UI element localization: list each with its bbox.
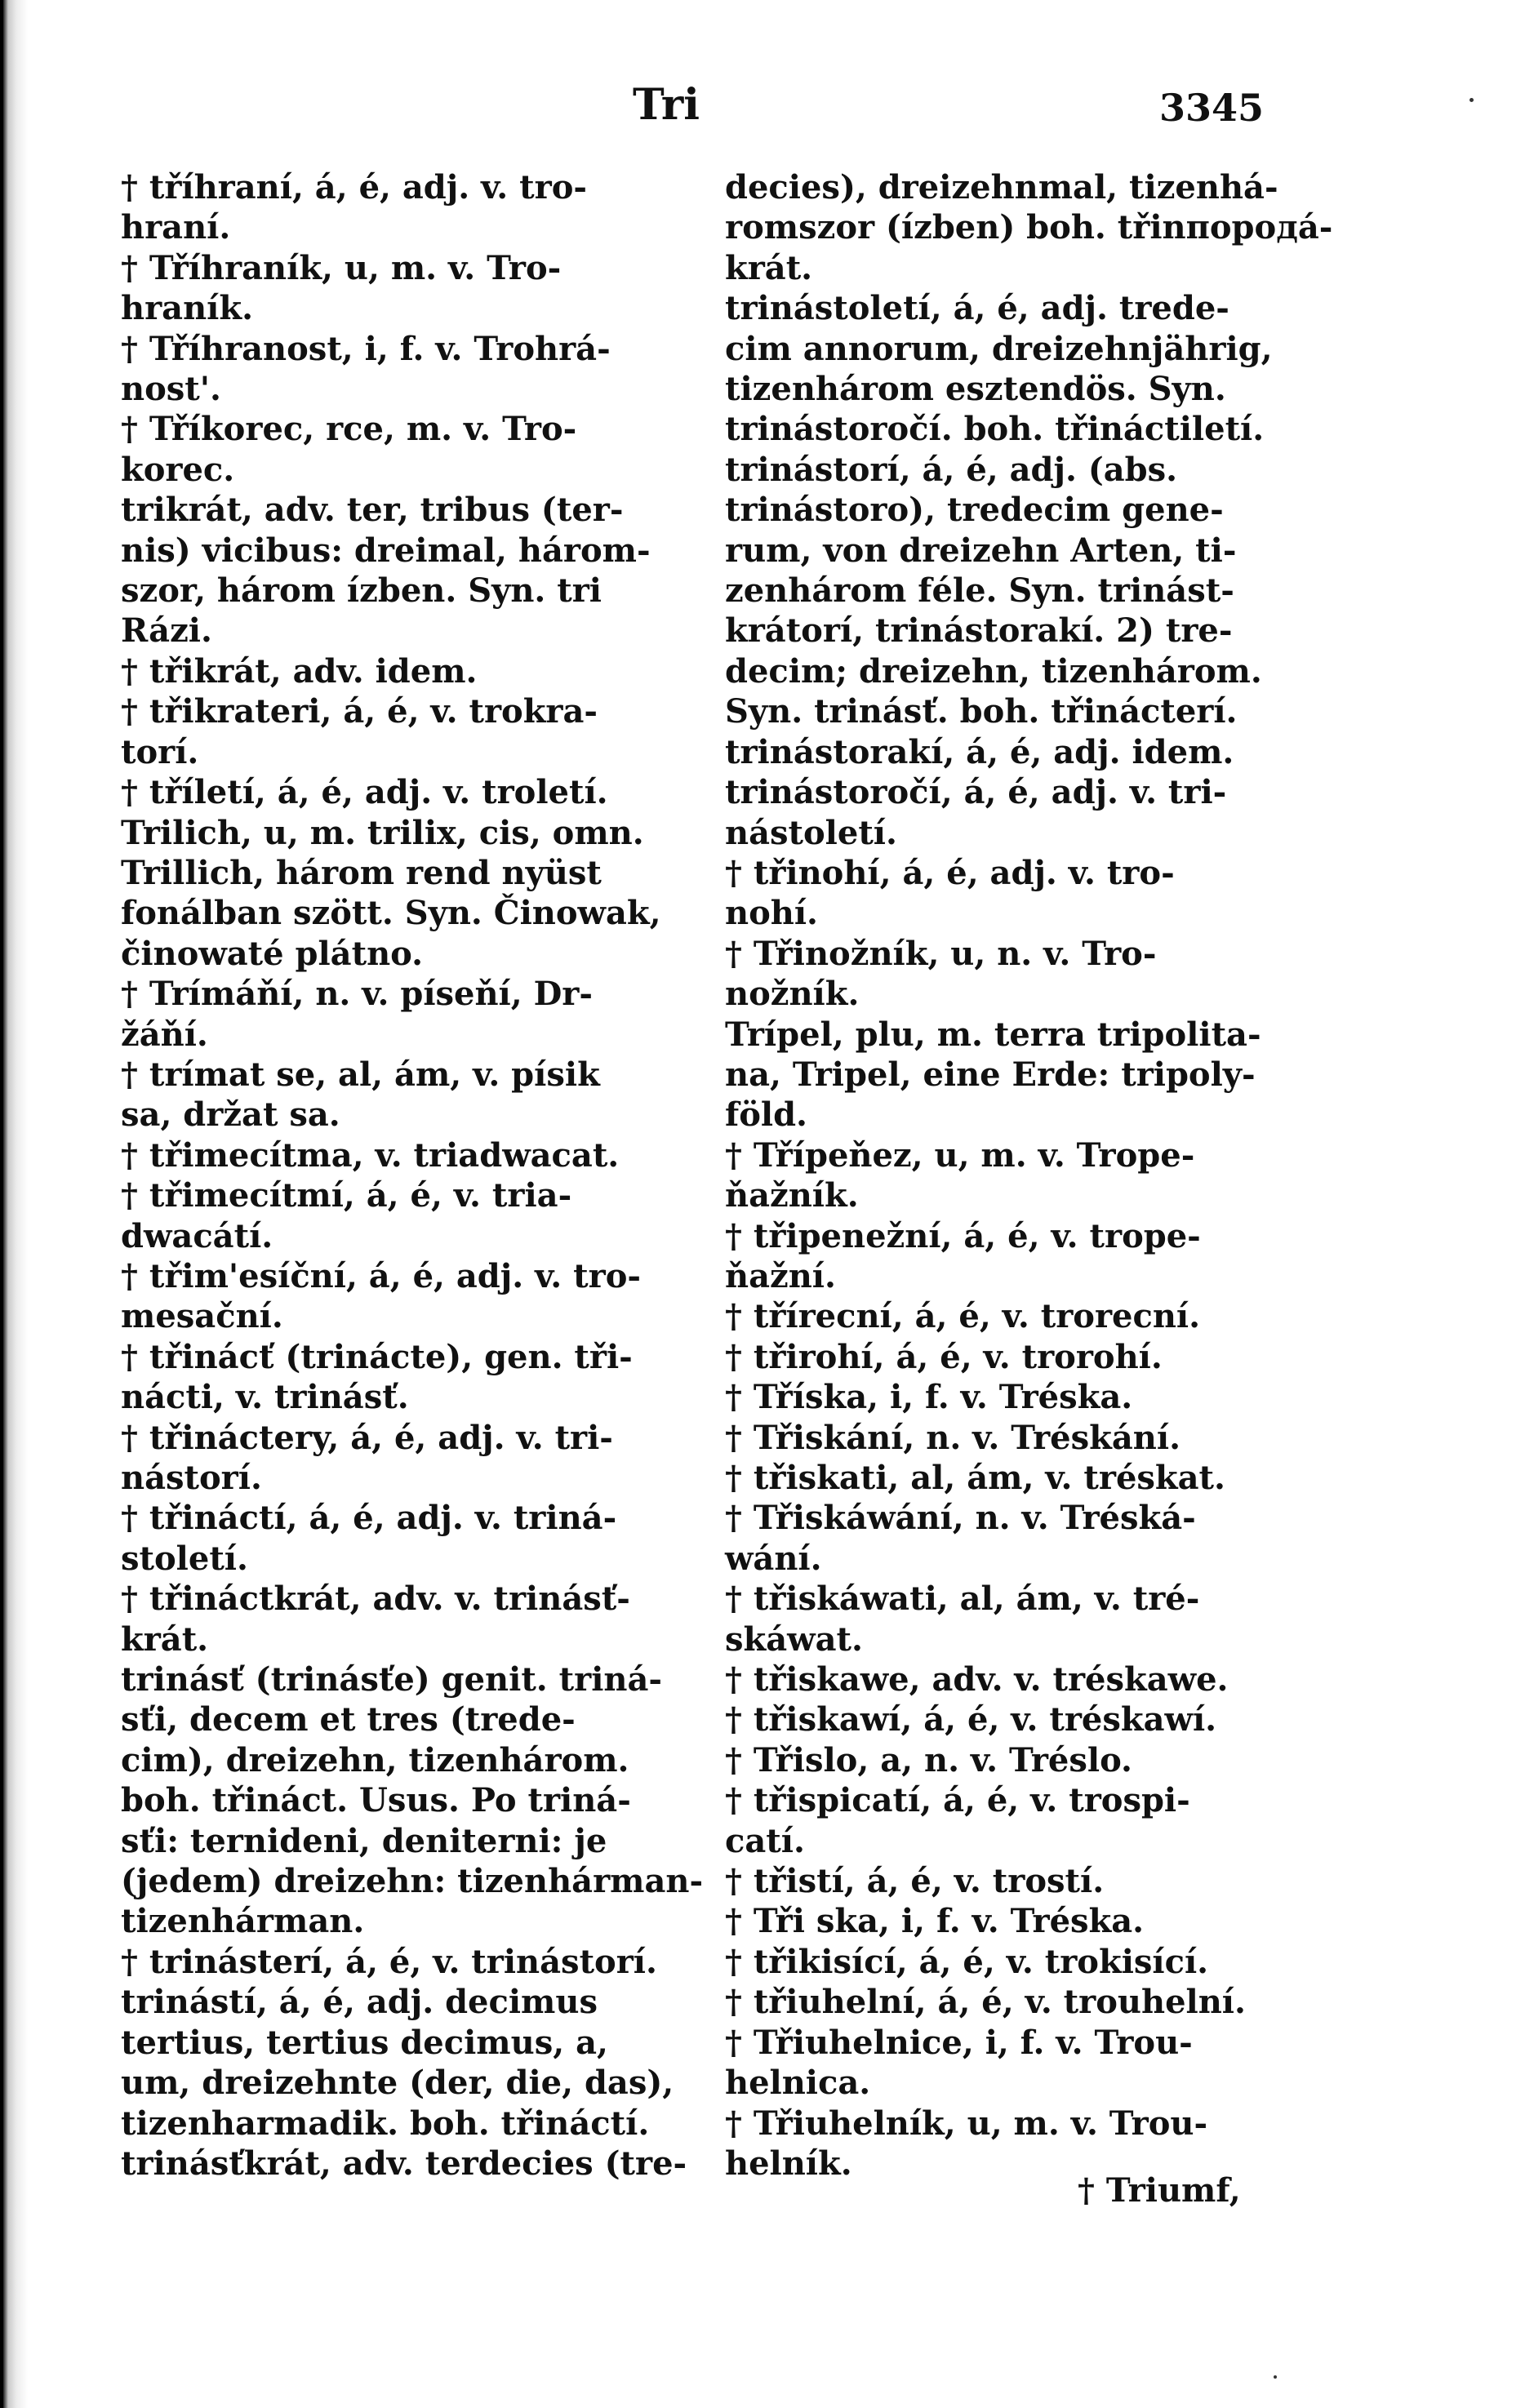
speck <box>1470 98 1474 102</box>
entry-line: torí. <box>121 732 199 771</box>
entry-line: † třiskawe, adv. v. tréskawe. <box>725 1660 1229 1699</box>
page-number: 3345 <box>1159 86 1265 130</box>
entry-line: † Tříhranost, i, f. v. Trohrá- <box>121 329 611 368</box>
entry-line: trinásťkrát, adv. terdecies (tre- <box>121 2144 687 2183</box>
entry-line: † Tři ska, i, f. v. Tréska. <box>725 1902 1145 1941</box>
entry-line: decim; dreizehn, tizenhárom. <box>725 651 1262 691</box>
entry-line: † třírecní, á, é, v. trorecní. <box>725 1297 1201 1336</box>
entry-line: helník. <box>725 2144 852 2183</box>
entry-line: † trinásterí, á, é, v. trinástorí. <box>121 1942 657 1981</box>
entry-line: † třináctí, á, é, adj. v. triná- <box>121 1499 617 1538</box>
entry-line: tizenhárman. <box>121 1902 365 1941</box>
catchword: † Triumf, <box>1078 2171 1241 2210</box>
entry-line: nástorí. <box>121 1459 262 1497</box>
entry-line: trinástoro), tredecim gene- <box>725 491 1224 530</box>
entry-line: † třistí, á, é, v. trostí. <box>725 1862 1105 1901</box>
entry-line: korec. <box>121 450 235 489</box>
entry-line: fonálban szött. Syn. Činowak, <box>121 894 661 933</box>
right-column <box>725 167 1333 2184</box>
entry-line: ňažní. <box>725 1256 836 1295</box>
entry-line: † Tříska, i, f. v. Tréska. <box>725 1378 1133 1417</box>
entry-line: rum, von dreizehn Arten, ti- <box>725 531 1237 570</box>
entry-line: romszor (ízben) boh. třinпородá- <box>725 208 1333 247</box>
entry-line: činowaté plátno. <box>121 934 424 973</box>
entry-line: nožník. <box>725 975 860 1014</box>
entry-line: nástoletí. <box>725 813 897 852</box>
entry-line: tizenhárom esztendös. Syn. <box>725 370 1226 409</box>
entry-line: † třirohí, á, é, v. trorohí. <box>725 1337 1163 1376</box>
entry-line: † Třípeňez, u, m. v. Trope- <box>725 1135 1195 1175</box>
entry-line: cim), dreizehn, tizenhárom. <box>121 1740 629 1779</box>
entry-line: sa, držat sa. <box>121 1095 340 1135</box>
entry-line: † třikrát, adv. idem. <box>121 651 478 691</box>
entry-line: † třináctery, á, é, adj. v. tri- <box>121 1418 613 1457</box>
entry-line: † třimecítma, v. triadwacat. <box>121 1135 620 1175</box>
entry-line: † Trímáňí, n. v. píseňí, Dr- <box>121 975 593 1014</box>
entry-line: † Třiuhelnice, i, f. v. Trou- <box>725 2023 1193 2062</box>
entry-line: hraní. <box>121 208 231 247</box>
entry-line: boh. třináct. Usus. Po triná- <box>121 1781 631 1820</box>
entry-line: † třimecítmí, á, é, v. tria- <box>121 1176 572 1215</box>
entry-line: hraník. <box>121 289 253 328</box>
entry-line: trikrát, adv. ter, tribus (ter- <box>121 491 624 530</box>
entry-line: skáwat. <box>725 1619 863 1659</box>
entry-line: † tříletí, á, é, adj. v. troletí. <box>121 773 608 812</box>
entry-line: trinástoročí, á, é, adj. v. tri- <box>725 773 1227 812</box>
entry-line: (jedem) dreizehn: tizenhárman- <box>121 1862 704 1901</box>
entry-line: † třiskati, al, ám, v. tréskat. <box>725 1459 1225 1497</box>
entry-line: † třináctkrát, adv. v. trinásť- <box>121 1579 630 1619</box>
entry-line: Trípel, plu, m. terra tripolita- <box>725 1015 1261 1054</box>
entry-line: mesační. <box>121 1297 283 1336</box>
entry-line: decies), dreizehnmal, tizenhá- <box>725 168 1278 207</box>
entry-line: † Třiskáwání, n. v. Tréská- <box>725 1499 1196 1538</box>
entry-line: trinástoročí. boh. třináctiletí. <box>725 410 1265 449</box>
entry-line: † trímat se, al, ám, v. písik <box>121 1055 600 1094</box>
entry-line: na, Tripel, eine Erde: tripoly- <box>725 1055 1256 1094</box>
entry-line: Trilich, u, m. trilix, cis, omn. <box>121 813 644 852</box>
entry-line: szor, három ízben. Syn. tri <box>121 571 602 611</box>
entry-line: † třikisící, á, é, v. trokisící. <box>725 1942 1209 1981</box>
entry-line: † Třiskání, n. v. Tréskání. <box>725 1418 1181 1457</box>
entry-line: Syn. trinásť. boh. třinácterí. <box>725 692 1238 731</box>
entry-line: tertius, tertius decimus, a, <box>121 2023 608 2062</box>
entry-line: trinástoletí, á, é, adj. trede- <box>725 289 1229 328</box>
entry-line: krát. <box>121 1619 209 1659</box>
entry-line: žáňí. <box>121 1015 208 1054</box>
entry-line: dwacátí. <box>121 1216 273 1255</box>
entry-line: † třiskawí, á, é, v. tréskawí. <box>725 1700 1217 1739</box>
entry-line: helnica. <box>725 2064 871 2103</box>
entry-line: sťi, decem et tres (trede- <box>121 1700 576 1739</box>
entry-line: nohí. <box>725 894 818 933</box>
entry-line: † Třinožník, u, n. v. Tro- <box>725 934 1157 973</box>
entry-line: trinástí, á, é, adj. decimus <box>121 1983 598 2022</box>
entry-line: nis) vicibus: dreimal, három- <box>121 531 651 570</box>
entry-line: † tříhraní, á, é, adj. v. tro- <box>121 168 587 207</box>
entry-line: tizenharmadik. boh. třináctí. <box>121 2104 650 2143</box>
entry-line: † Tříhraník, u, m. v. Tro- <box>121 248 562 287</box>
entry-line: † třiskáwati, al, ám, v. tré- <box>725 1579 1200 1619</box>
entry-line: Trillich, három rend nyüst <box>121 853 602 892</box>
entry-line: catí. <box>725 1821 805 1860</box>
speck <box>1274 2375 1277 2379</box>
running-head-word: Tri <box>633 80 700 130</box>
binding-shadow <box>0 0 3 2408</box>
entry-line: † třinácť (trinácte), gen. tři- <box>121 1337 633 1376</box>
entry-line: † Třislo, a, n. v. Tréslo. <box>725 1740 1132 1779</box>
entry-line: † třinohí, á, é, adj. v. tro- <box>725 853 1175 892</box>
entry-line: století. <box>121 1539 248 1578</box>
entry-line: † třipenežní, á, é, v. trope- <box>725 1216 1201 1255</box>
entry-line: krátorí, trinástorakí. 2) tre- <box>725 611 1233 651</box>
entry-line: trinásť (trinásťe) genit. triná- <box>121 1660 663 1699</box>
entry-line: um, dreizehnte (der, die, das), <box>121 2064 674 2103</box>
entry-line: † třim'esíční, á, é, adj. v. tro- <box>121 1256 641 1295</box>
left-column <box>121 167 704 2184</box>
entry-line: sťi: ternideni, deniterni: je <box>121 1821 607 1860</box>
entry-line: föld. <box>725 1095 807 1135</box>
page-left-edge <box>0 0 28 2408</box>
entry-line: nost'. <box>121 370 221 409</box>
entry-line: † třikrateri, á, é, v. trokra- <box>121 692 598 731</box>
entry-line: trinástorakí, á, é, adj. idem. <box>725 732 1234 771</box>
entry-line: † třispicatí, á, é, v. trospi- <box>725 1781 1190 1820</box>
entry-line: nácti, v. trinásť. <box>121 1378 409 1417</box>
entry-line: trinástorí, á, é, adj. (abs. <box>725 450 1178 489</box>
entry-line: † Třiuhelník, u, m. v. Trou- <box>725 2104 1208 2143</box>
entry-line: wání. <box>725 1539 822 1578</box>
entry-line: zenhárom féle. Syn. trinást- <box>725 571 1234 611</box>
entry-line: † třiuhelní, á, é, v. trouhelní. <box>725 1983 1246 2022</box>
entry-line: ňažník. <box>725 1176 859 1215</box>
entry-line: † Tříkorec, rce, m. v. Tro- <box>121 410 577 449</box>
entry-line: Rázi. <box>121 611 212 651</box>
entry-line: cim annorum, dreizehnjährig, <box>725 329 1273 368</box>
entry-line: krát. <box>725 248 813 287</box>
